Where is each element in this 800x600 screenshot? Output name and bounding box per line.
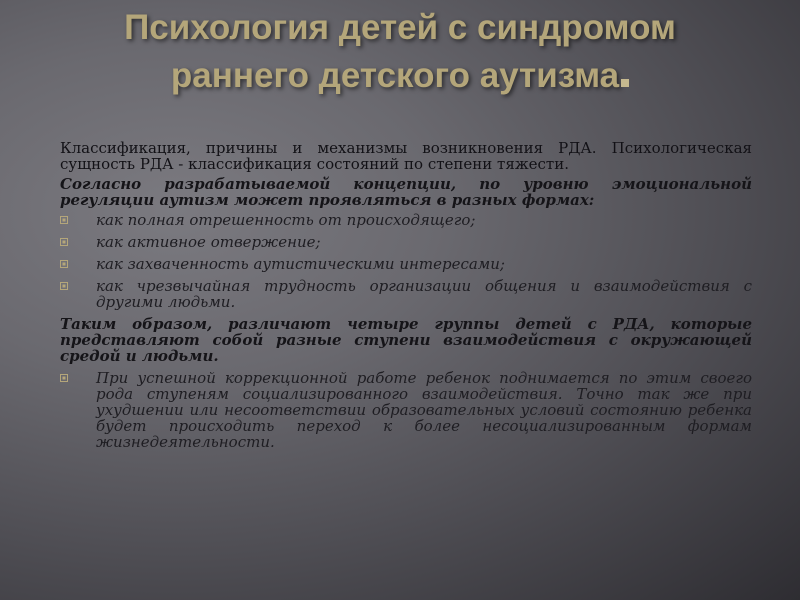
groups-paragraph: Таким образом, различают четыре группы детей с РДА, которые представляют собой разные ступени взаимодействия с окружающей средой и людьми. xyxy=(60,315,752,365)
conclusion-text: При успешной коррекционной работе ребенок поднимается по этим своего рода ступеням социализированного взаимодействия. Точно так же при ухудшении или несоответствии образовательных условий состоянию ребенка будет происходить переход к более несоциализированным формам жизнедеятельности. xyxy=(96,369,752,451)
slide-content xyxy=(60,140,752,456)
form-item-2 xyxy=(60,234,752,250)
form-item-text: как полная отрешенность от происходящего; xyxy=(96,211,476,229)
title-line-2-text: раннего детского аутизма xyxy=(170,56,620,95)
square-bullet-icon xyxy=(60,260,68,268)
title-dot-icon xyxy=(621,79,629,87)
square-bullet-icon xyxy=(60,282,68,290)
form-item-text: как захваченность аутистическими интересами; xyxy=(96,255,505,273)
concept-paragraph: Согласно разрабатываемой концепции, по уровню эмоциональной регуляции аутизм может проявляться в разных формах: xyxy=(60,175,752,209)
conclusion-item xyxy=(60,370,752,450)
form-item-1 xyxy=(60,212,752,228)
title-line-1: Психология детей с синдромом xyxy=(124,8,676,47)
form-item-text: как активное отвержение; xyxy=(96,233,321,251)
form-item-3 xyxy=(60,256,752,272)
form-item-4 xyxy=(60,278,752,310)
title-line-2 xyxy=(30,52,770,100)
intro-paragraph: Классификация, причины и механизмы возникновения РДА. Психологическая сущность РДА - классификация состояний по степени тяжести. xyxy=(60,139,752,173)
square-bullet-icon xyxy=(60,238,68,246)
form-item-text: как чрезвычайная трудность организации общения и взаимодействия с другими людьми. xyxy=(96,277,752,311)
square-bullet-icon xyxy=(60,374,68,382)
square-bullet-icon xyxy=(60,216,68,224)
slide-title xyxy=(30,4,770,100)
